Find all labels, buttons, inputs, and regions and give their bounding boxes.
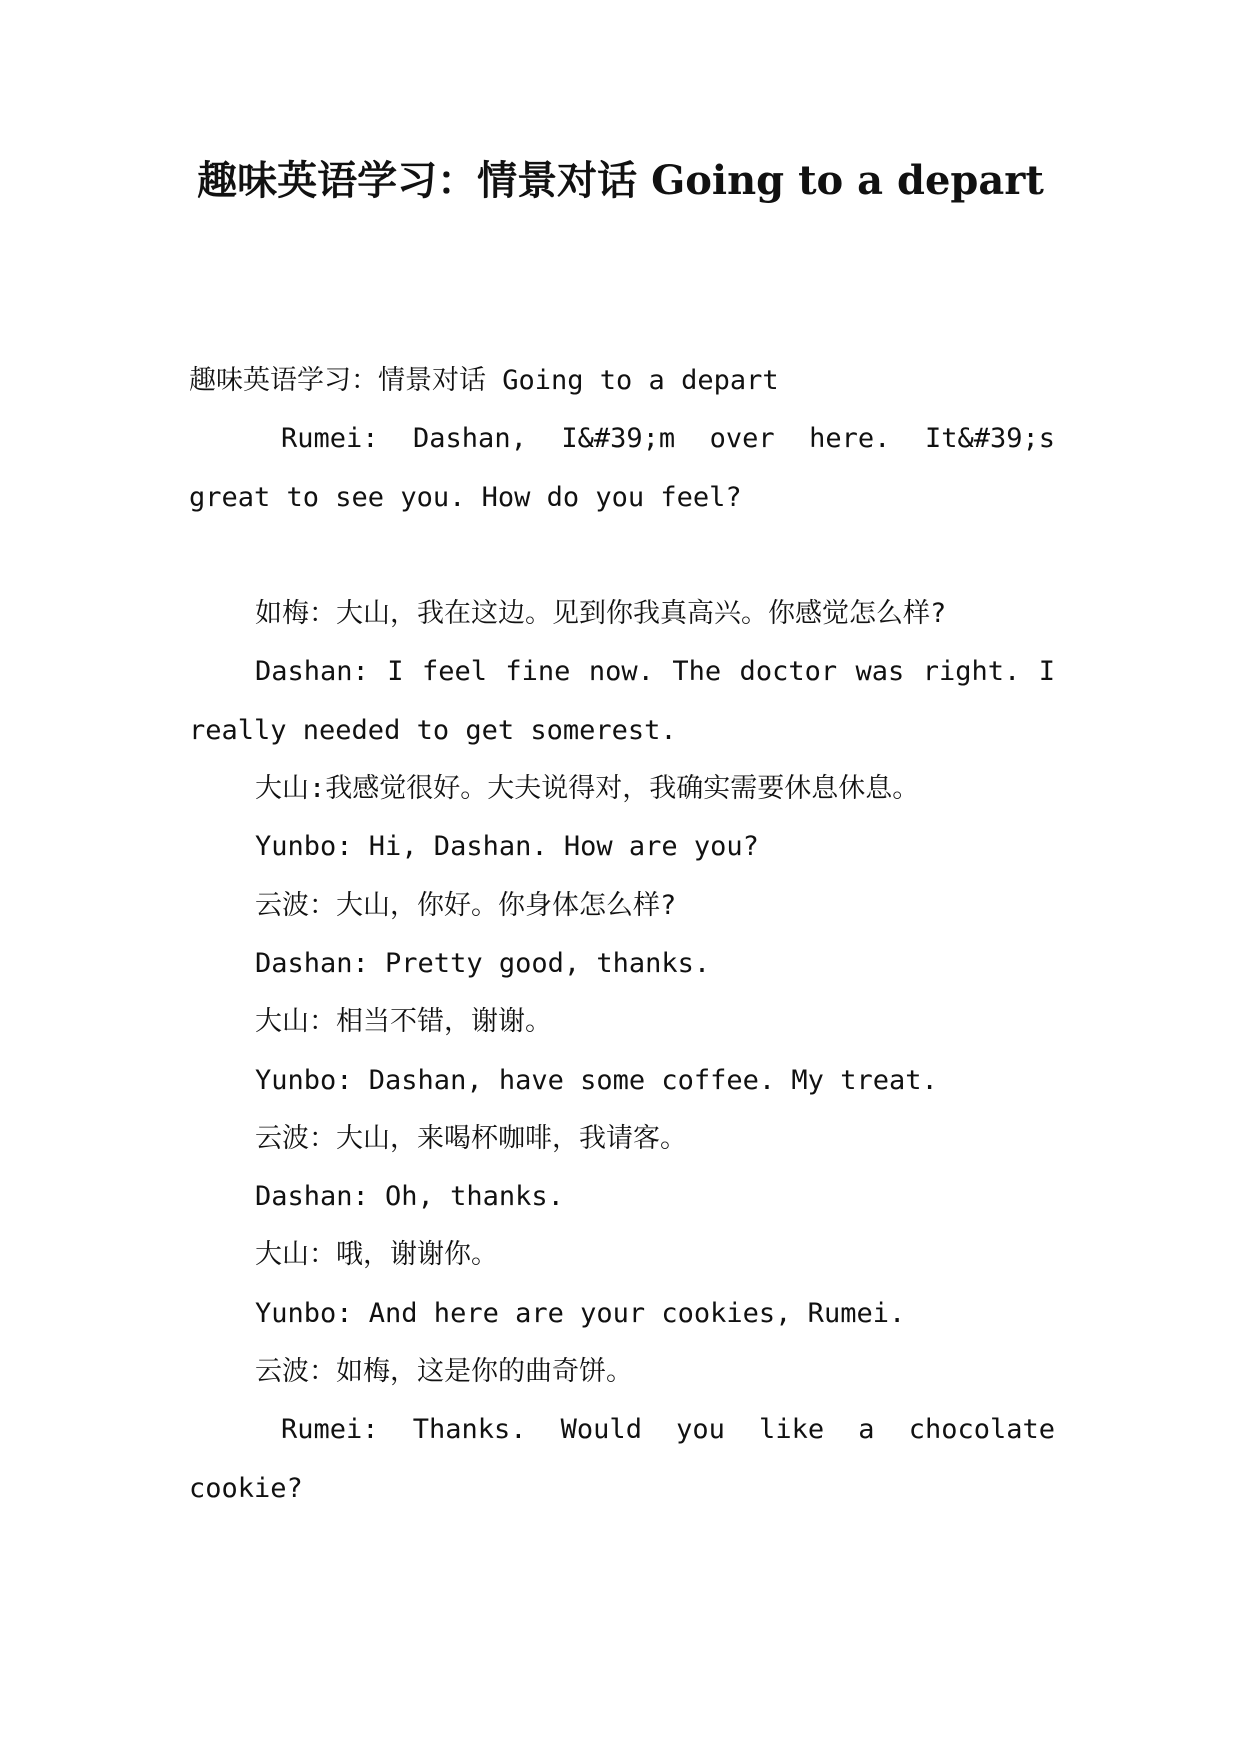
paragraph-yunbo-1-cn: 云波：大山，你好。你身体怎么样? (255, 889, 677, 921)
document-title: 趣味英语学习：情景对话 Going to a depart (197, 157, 1044, 204)
paragraph-yunbo-1: Yunbo: Hi, Dashan. How are you? (255, 831, 759, 863)
paragraph-yunbo-2-cn: 云波：大山，来喝杯咖啡，我请客。 (255, 1122, 687, 1154)
paragraph-yunbo-3-cn: 云波：如梅，这是你的曲奇饼。 (255, 1356, 633, 1388)
paragraph-dashan-2-cn: 大山：相当不错，谢谢。 (255, 1006, 552, 1038)
paragraph-rumei-2: Rumei: Thanks. Would you like a chocolate cookie? (189, 1414, 1055, 1504)
paragraph-dashan-2: Dashan: Pretty good, thanks. (255, 947, 711, 979)
paragraph-heading: 趣味英语学习：情景对话 Going to a depart (189, 365, 779, 396)
paragraph-dashan-1-cn: 大山:我感觉很好。大夫说得对，我确实需要休息休息。 (255, 773, 920, 805)
paragraph-dashan-3: Dashan: Oh, thanks. (255, 1181, 564, 1213)
paragraph-rumei-1: Rumei: Dashan, I&#39;m over here. It&#39;s great to see you. How do you feel? (189, 423, 1055, 513)
paragraph-dashan-3-cn: 大山：哦，谢谢你。 (255, 1239, 498, 1271)
paragraph-yunbo-2: Yunbo: Dashan, have some coffee. My treat. (255, 1064, 938, 1096)
paragraph-yunbo-3: Yunbo: And here are your cookies, Rumei. (255, 1297, 906, 1329)
paragraph-dashan-1: Dashan: I feel fine now. The doctor was right. I really needed to get somerest. (189, 656, 1055, 746)
blank-line (189, 527, 1055, 585)
paragraph-rumei-1-cn: 如梅：大山，我在这边。见到你我真高兴。你感觉怎么样? (255, 598, 947, 630)
document-body (189, 352, 1055, 1518)
